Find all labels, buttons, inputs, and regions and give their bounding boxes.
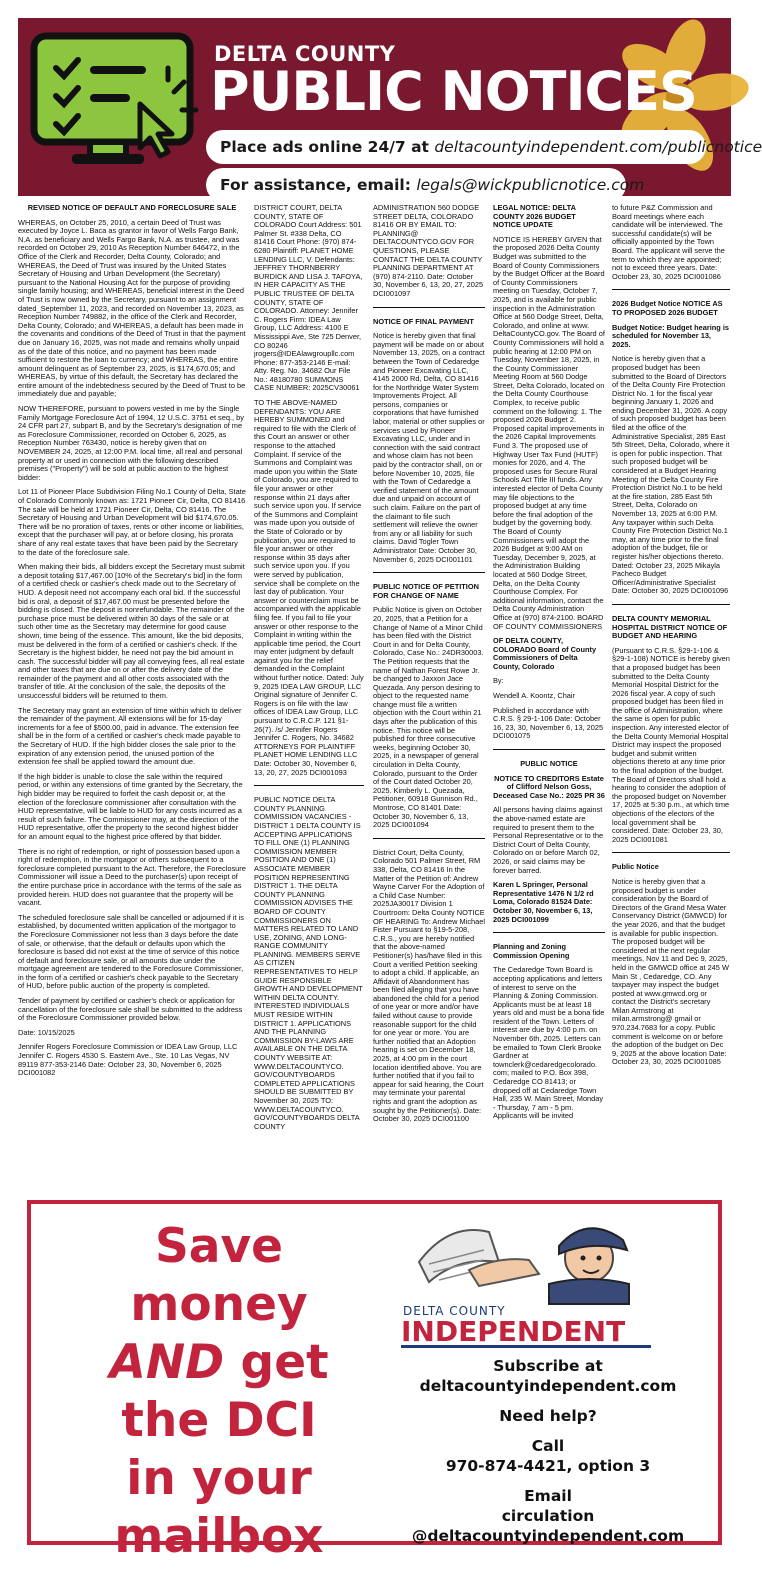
budget-notice-body: NOTICE IS HEREBY GIVEN that the proposed 2026 Delta County Budget was submitted to the Board of County Commissioners by the Budget Officer at the Board of County Commissioners meeting on Tuesday, October 7, 2025, and is available for public inspection in the Administration Office at 560 Dodge Street, Delta, Colorado, and online at www. DeltaCountyCO.gov. The Board of County Commissioners will hold a public hearing at 12:00 PM on Tuesday, November 18, 2025, in the County Commissioner Meeting Room at 560 Dodge Street, Delta Colorado, located on the Delta County Courthouse Complex, to receive public comment on the following: 1. The proposed 2026 Budget 2. Proposed capital improvements in the 2026 Capital Improvements Fund 3. The proposed use of Highway User Tax Fund (HUTF) monies for 2026, and 4. The proposed uses for Secure Rural Schools Act Title III funds. Any interested elector of Delta County may file objections to the proposed budget at any time before the final adoption of the budget by the governing body. The Board of County Commissioners will adopt the 2026 Budget at 9:00 AM on Tuesday, December 9, 2025, at the Administration Building located at 560 Dodge Street, Delta, on the Delta County Courthouse Complex. For additional information, contact the Delta County Administration Office at (970) 874-2100. BOARD OF COUNTY COMMISSIONERS xyxy=(493,234,605,631)
foreclosure-paragraph: If the high bidder is unable to close the sale within the required period, or within any extensions of time granted by the Secretary, the high bidder may be required to forfeit the cash deposit or, at the election of the foreclosure commissioner after consultation with the HUD representative, will be liable to HUD for any costs incurred as a result of such failure. The Commissioner may, at the direction of the HUD representative, offer the property to the second highest bidder for an amount equal to the highest price offered by that bidder. xyxy=(18,771,243,841)
call-number-link[interactable]: 970-874-4421, option 3 xyxy=(445,1457,651,1475)
notice-divider xyxy=(493,932,605,933)
hospital-budget-heading: DELTA COUNTY MEMORIAL HOSPITAL DISTRICT NOTICE OF BUDGET AND HEARING xyxy=(612,613,728,641)
foreclosure-signature: Jennifer Rogers Foreclosure Commission or IDEA Law Group, LLC Jennifer C. Rogers 4530 S. Eastern Ave., Ste. 10 Las Vegas, NV 89119 877-353-2146 Date: October 23, 30, November 6, 2025 DCI001082 xyxy=(18,1042,238,1078)
notice-divider xyxy=(612,852,730,853)
personal-representative: Karen L Springer, Personal Representative 1476 N 1/2 rd Loma, Colorado 81524 Date: October 30, November 6, 13, 2025 DCI001099 xyxy=(493,880,594,924)
fire-budget-body: Notice is hereby given that a proposed budget has been submitted to the Board of Directors of the Delta County Fire Protection District No. 1 for the fiscal year beginning January 1, 2026 and ending December 31, 2026. A copy of such proposed budget has been filed at the office of the Administrative Specialist, 285 East 5th Street, Delta, Colorado, where it is open for public inspection. That such proposed budget will be considered at a Budget Hearing Meeting of the Delta County Fire Protection District No.1 to be held at the fire station, 285 East 5th Street, Delta, Colorado on November 13, 2025 at 6:00 P.M. Any taxpayer within such Delta County Fire Protection District No.1 may, at any time prior to the final adoption of the budget, file or register his/her objections thereto. Dated: October 23, 2025 Mikayla Pacheco Budget Officer/Administrative Specialist Date: October 30, 2025 DCI001096 xyxy=(612,354,730,596)
save-money-headline: Save money AND get the DCI in your mailbox xyxy=(109,1219,329,1564)
final-payment-heading: NOTICE OF FINAL PAYMENT xyxy=(373,316,474,326)
assist-email-link[interactable]: legals@wickpublicnotice.com xyxy=(416,176,645,194)
name-change-heading: PUBLIC NOTICE OF PETITION FOR CHANGE OF NAME xyxy=(373,582,479,600)
subscribe-label: Subscribe at xyxy=(493,1357,603,1375)
zoning-opening-heading: Planning and Zoning Commission Opening xyxy=(493,942,570,960)
email-label: Email xyxy=(524,1487,572,1505)
water-district-heading: Public Notice xyxy=(612,862,659,872)
notice-divider xyxy=(373,838,485,839)
foreclosure-paragraph: WHEREAS, on October 25, 2010, a certain Deed of Trust was executed by Joyce L. Baca as grantor in favor of Wells Fargo Bank, N.A. as beneficiary and Wells Fargo Bank, N.A. as trustee, and was recorded on October 29, 2010 As Reception Number 646472, in the Office of the Clerk and Recorder, Delta County, Colorado; and WHEREAS, the Deed of Trust was insured by the United States Secretary of Housing and Urban Development (the Secretary) pursuant to the National Housing Act for the purpose of providing single family housing; and WHEREAS, beneficial interest in the Deed of Trust is now owned by the Secretary, pursuant to an assignment dated_September 11, 2023, and recorded on November 13, 2023, as Reception Number 749882, in the office of the Clerk and Recorder, Delta County, Colorado; and WHEREAS, a default has been made in the covenants and conditions of the Deed of Trust in that the payment due on January 16, 2025, was not made and remains wholly unpaid as of the date of this notice, and no payment has been made sufficient to restore the loan to currency; and WHEREAS, the entire amount delinquent as of September 23, 2025, is $174,670.05; and WHEREAS, by virtue of this default, the Secretary has declared the entire amount of the indebtedness secured by the Deed of Trust to be immediately due and payable; xyxy=(18,217,246,399)
fire-budget-subheading: Budget Notice: Budget hearing is scheduled for November 13, 2025. xyxy=(612,322,730,349)
assistance-pill xyxy=(206,168,645,202)
chair-signature: Wendell A. Koontz, Chair xyxy=(493,691,576,701)
planning-commission-notice: PUBLIC NOTICE DELTA COUNTY PLANNING COMMISSION VACANCIES - DISTRICT 1 DELTA COUNTY IS ACCEPTING APPLICATIONS TO FILL ONE (1) PLANNING COMMISSION MEMBER POSITION AND ONE (1) ASSOCIATE MEMBER POSITION REPRESENTING DISTRICT 1. THE DELTA COUNTY PLANNING COMMISSION ADVISES THE BOARD OF COUNTY COMMISSIONERS ON MATTERS RELATED TO LAND USE, ZONING, AND LONG-RANGE COMMUNITY PLANNING. MEMBERS SERVE AS CITIZEN REPRESENTATIVES TO HELP GUIDE RESPONSIBLE GROWTH AND DEVELOPMENT WITHIN DELTA COUNTY. INTERESTED INDIVIDUALS MUST RESIDE WITHIN DISTRICT 1. APPLICATIONS AND THE PLANNING COMMISSION BY-LAWS ARE AVAILABLE ON THE DELTA COUNTY WEBSITE AT: WWW.DELTACOUNTYCO. GOV/COUNTYBOARDS COMPLETED APPLICATIONS SHOULD BE SUBMITTED BY November 30, 2025 TO: WWW.DELTACOUNTYCO. GOV/COUNTYBOARDS DELTA COUNTY xyxy=(254,795,363,1131)
adoption-notice: District Court, Delta County, Colorado 501 Palmer Street, RM 338, Delta, CO 81416 In the Matter of the Petition of: Andrew Wayne Carver For the Adoption of a Child Case Number: 2025JA30017 Division 1 Courtroom: Delta County NOTICE OF HEARING To: Andrew Michael Fister Pursuant to §19-5-208, C.R.S., you are hereby notified that the above-named Petitioner(s) has/have filed in this Court a verified Petition seeking to adopt a child. If applicable, an Affidavit of Abandonment has been filed alleging that you have abandoned the child for a period of one year or more and/or have failed without cause to provide reasonable support for the child for one year or more. You are further notified that an Adoption hearing is set on December 18, 2025, at 4:00 pm in the court location identified above. You are further notified that if you fail to appear for said hearing, the Court may terminate your parental rights and grant the adoption as sought by the Petitioner(s). Date: October 30, 2025 DCI001100 xyxy=(373,847,485,1124)
budget-publication-dates: Published in accordance with C.R.S. § 29-1-106 Date: October 16, 23, 30, November 6, 13, 2025 DCI001075 xyxy=(493,705,604,741)
column-1 xyxy=(18,204,246,1194)
online-prefix: Place ads online 24/7 at xyxy=(220,138,435,156)
notice-divider xyxy=(373,572,485,573)
zoning-opening-continued: to future P&Z Commission and Board meetings where each candidate will be interviewed. The successful candidate(s) will be officially appointed by the Town Board. The applicant will serve the term to which they are appointed; not to exceed three years. Date: October 23, 30, 2025 DCI001086 xyxy=(612,203,725,281)
column-5 xyxy=(612,204,730,1194)
subscribe-url-link[interactable]: deltacountyindependent.com xyxy=(419,1377,677,1395)
email-address-link[interactable]: @deltacountyindependent.com xyxy=(411,1527,685,1545)
foreclosure-date: Date: 10/15/2025 xyxy=(18,1027,75,1037)
column-3 xyxy=(373,204,485,1194)
budget-notice-heading: LEGAL NOTICE: DELTA COUNTY 2026 BUDGET NOTICE UPDATE xyxy=(493,203,576,230)
notice-divider xyxy=(373,307,485,308)
notice-divider xyxy=(612,604,730,605)
hospital-budget-body: (Pursuant to C.R.S. §29-1-106 & §29-1-108) NOTICE is hereby given that a proposed budget has been submitted to the Delta County Memorial Hospital District for the 2026 fiscal year. A copy of such proposed budget has been filed in the office of Administration, where the same is open for public inspection. Any interested elector of the Delta County Memorial Hospital District may inspect the proposed budget and submit written objections thereto at any time prior to the final adoption of the budget. The Board of Directors shall hold a hearing to consider the adoption of the proposed budget on November 17, 2025 at 5:30 p.m., at which time objections of the electors of the local government shall be considered. Date: October 23, 30, 2025 DCI001081 xyxy=(612,645,730,844)
online-url-link[interactable]: deltacountyindependent.com/publicnotice xyxy=(434,138,762,156)
header-county: DELTA COUNTY xyxy=(214,42,396,66)
foreclosure-paragraph: When making their bids, all bidders except the Secretary must submit a deposit totaling $17,467.00 [10% of the Secretary's bid] in the form of a certified check or cashier's check made out to the Secretary of HUD. A deposit need not accompany each oral bid. If the successful bid is oral, a deposit of $17,467.00 must be presented before the bidding is closed. The deposit is nonrefundable. The remainder of the purchase price must be delivered within 30 days of the sale or at such other time as the Secretary may determine for good cause shown, time being of the essence. This amount, like the bid deposits, must be delivered in the form of a certified or cashier's check. If the Secretary is the highest bidder, he need not pay the bid amount in cash. The successful bidder will pay all conveying fees, all real estate and other taxes that are due on or after the delivery date of the remainder of the payment and all other costs associated with the transfer of title. At the conclusion of the sale, the deposits of the unsuccessful bidders will be returned to them. xyxy=(18,562,245,701)
subscription-ad[interactable] xyxy=(27,1200,722,1564)
help-label: Need help? xyxy=(499,1407,597,1425)
water-district-body: Notice is hereby given that a proposed budget is under consideration by the Board of Directors of the Grand Mesa Water Conservancy District (GMWCD) for the year 2026, and that the budget is available for public inspection. The proposed budget will be considered at the next regular meetings, Nov 11 and Dec 9, 2025, held in the GMWCD office at 245 W Main St , Cedaredge, CO. Any taxpayer may inspect the budget posted at www.gmwcd.org or contact the District's secretary Milan Armstrong at milan.armstrong@ gmail or 970.234.7683 for a copy. Public comment is welcome on or before the adoption of the budget on Dec 9, 2025 at the above location Date: October 23, 30, 2025 DCI001085 xyxy=(612,876,729,1067)
independent-logo: INDEPENDENT xyxy=(401,1316,651,1348)
creditors-notice-body: All persons having claims against the above-named estate are required to present them to the Personal Representative or to the District Court of Delta County, Colorado on or before March 02, 2026, or said claims may be forever barred. xyxy=(493,805,604,875)
summons-body: TO THE ABOVE-NAMED DEFENDANTS: YOU ARE HEREBY SUMMONED and required to file with the Clerk of this Court an answer or other response to the attached Complaint. If service of the Summons and Complaint was made upon you within the State of Colorado, you are required to file your answer or other response within 21 days after such service upon you. If service of the Summons and Complaint was made upon you outside of the State of Colorado or by publication, you are required to file your answer or other response within 35 days after such service upon you. If you were served by publication, service shall be complete on the last day of publication. Your answer or counterclaim must be accompanied with the applicable filing fee. If you fail to file your answer or other response to the Complaint in writing within the applicable time period, the Court may enter judgment by default against you for the relief demanded in the Complaint without further notice. Dated: July 9, 2025 IDEA LAW GROUP, LLC Original signature of Jennifer C. Rogers is on file with the law offices of IDEA Law Group, LLC pursuant to C.R.C.P. 121 §1-26(7). /s/ Jennifer Rogers Jennifer C. Rogers, No. 34682 ATTORNEYS FOR PLAINTIFF PLANET HOME LENDING LLC Date: October 30, November 6, 13, 20, 27, 2025 DCI001093 xyxy=(254,398,364,777)
subscribe-info xyxy=(383,1356,713,1556)
notice-divider xyxy=(254,785,364,786)
board-signature-block: OF DELTA COUNTY, COLORADO Board of County Commissioners of Delta County, Colorado xyxy=(493,636,597,671)
call-label: Call xyxy=(531,1437,565,1455)
logo-county-text: DELTA COUNTY xyxy=(403,1304,506,1318)
newsboy-illustration-icon xyxy=(399,1212,649,1304)
foreclosure-paragraph: The scheduled foreclosure sale shall be cancelled or adjourned if it is established, by documented written application of the mortgagor to the Foreclosure Commissioner not less than 3 days before the date of sale, or otherwise, that the default or defaults upon which the foreclosure is based did not exist at the time of service of this notice of default and foreclosure sale, or all amounts due under the mortgage agreement are tendered to the Foreclosure Commissioner, in the form of a certified or cashier's check payable to the Secretary of HUD, before public auction of the property is completed. xyxy=(18,912,244,991)
foreclosure-notice-heading: REVISED NOTICE OF DEFAULT AND FORECLOSURE SALE xyxy=(27,203,237,212)
zoning-opening-body: The Cedaredge Town Board is accepting applications and letters of interest to serve on the Planning & Zoning Commission. Applicants must be at least 18 years old and must be a bona fide resident of the Town. Letters of interest are due by 4:00 p.m. on November 6th, 2025. Letters can be emailed to Town Clerk Brooke Gardner at townclerk@cedaredgecolorado. com; mailed to P.O. Box 398, Cedaredge CO 81413; or dropped off at Cedaredge Town Hall, 235 W. Main Street, Monday - Thursday, 7 am - 5 pm. Applicants will be invited xyxy=(493,965,605,1121)
computer-checklist-icon xyxy=(28,30,206,170)
column-4 xyxy=(493,204,605,1194)
name-change-body: Public Notice is given on October 20, 2025, that a Petition for a Change of Name of a Minor Child has been filed with the District Court in and for Delta County, Colorado, Case No.: 24DR30003. The Petition requests that the name of Nathan Forest Rowe Jr. be changed to Jaxxon Jace Quezada. Any person desiring to object to the requested name change must file a written objection with the Court within 21 days after the publication of this notice. This notice will be published for three consecutive weeks, beginning October 30, 2025, in a newspaper of general circulation in Delta County, Colorado, pursuant to the Order of the Court dated October 20, 2025. Kimberly L. Quezada, Petitioner, 60918 Gunnison Rd., Montrose, CO 81401 Date: October 30, November 6, 13, 2025 DCI001094 xyxy=(373,605,484,830)
header-banner xyxy=(18,18,762,196)
public-notice-heading: PUBLIC NOTICE xyxy=(520,759,578,769)
final-payment-body: Notice is hereby given that final payment will be made on or about November 13, 2025, on a contract between the Town of Cedaredge and Pioneer Excavating LLC, 4145 2000 Rd, Delta, CO 81416 for the Northridge Water System Improvements Project. All persons, companies or corporations that have furnished labor, material or other supplies or services used by Pioneer Excavating LLC, under and in connection with the said contract and whose claim has not been paid by the contractor shall, on or before November 10, 2025, file with the Town of Cedaredge a verified statement of the amount due and unpaid on account of such claim. Failure on the part of the claimant to file such settlement will relieve the owner from any or all liability for such claims. David Togler Town Administrator Date: October 30, November 6, 2025 DCI001101 xyxy=(373,331,485,564)
foreclosure-paragraph: The Secretary may grant an extension of time within which to deliver the remainder of the payment. All extensions will be for 15-day increments for a fee of $500.00, paid in advance. The extension fee shall be in the form of a certified or cashier's check made payable to the Secretary of HUD. If the high bidder closes the sale prior to the expiration of any extension period, the unused portion of the extension fee shall be applied toward the amount due. xyxy=(18,705,242,767)
fire-budget-heading: 2026 Budget Notice NOTICE AS TO PROPOSED 2026 BUDGET xyxy=(612,299,723,317)
online-ads-pill xyxy=(206,130,762,164)
header-title: PUBLIC NOTICES xyxy=(210,60,697,123)
summons-caption: DISTRICT COURT, DELTA COUNTY, STATE OF COLORADO Court Address: 501 Palmer St. #338 Delta, CO 81416 Court Phone: (970) 874-6280 Plaintiff: PLANET HOME LENDING LLC, V. Defendants: JEFFREY THORNBERRY BURDICK AND LISA J. TAFOYA, IN HER CAPACITY AS THE PUBLIC TRUSTEE OF DELTA COUNTY, STATE OF COLORADO. Attorney: Jennifer C. Rogers Firm: IDEA Law Group, LLC Address: 4100 E Mississippi Ave, Ste 725 Denver, CO 80246 jrogers@IDEAlawgroupllc.com Phone: 877-353-2146 E-mail: Atty. Reg. No. 34682 Our File No.: 48180780 SUMMONS CASE NUMBER: 2025CV30061 xyxy=(254,203,363,393)
creditors-notice-heading: NOTICE TO CREDITORS Estate of Clifford Nelson Goss, Deceased Case No.: 2025 PR 36 xyxy=(493,773,605,800)
notice-divider xyxy=(612,289,730,290)
assist-prefix: For assistance, email: xyxy=(220,176,417,194)
planning-commission-continued: ADMINISTRATION 560 DODGE STREET DELTA, COLORADO 81416 OR BY EMAIL TO: PLANNING@ DELTACOUNTYCO.GOV FOR QUESTIONS, PLEASE CONTACT THE DELTA COUNTY PLANNING DEPARTMENT AT (970) 874-2110. Date: October 30, November 6, 13, 20, 27, 2025 DCI001097 xyxy=(373,203,484,298)
column-2 xyxy=(254,204,364,1194)
by-label: By: xyxy=(493,676,504,686)
foreclosure-paragraph: Lot 11 of Pioneer Place Subdivision Filing No.1 County of Delta, State of Colorado Commonly known as: 1721 Pioneer Cir, Delta, CO 81416 The sale will be held at 1721 Pioneer Cir, Delta, CO 81416. The Secretary of Housing and Urban Development will bid $174,670.05. There will be no proration of taxes, rents or other income or liabilities, except that the purchaser will pay, at or before closing, his prorata share of any real estate taxes that have been paid by the Secretary to the date of the foreclosure sale. xyxy=(18,487,246,557)
foreclosure-paragraph: NOW THEREFORE, pursuant to powers vested in me by the Single Family Mortgage Foreclosure Act of 1994, 12 U.S.C. 3751 et seq., by 24 CFR part 27, subpart B, and by the Secretary's designation of me as Foreclosure Commissioner, recorded on October 6, 2025, as Reception Number 763430, notice is hereby given that on NOVEMBER 24, 2025, at 12:00 P.M. local time, all real and personal property at or used in connection with the following described premises ("Property") will be sold at public auction to the highest bidder: xyxy=(18,404,244,482)
foreclosure-paragraph: There is no right of redemption, or right of possession based upon a right of redemption, in the mortgagor or others subsequent to a foreclosure completed pursuant to the Act. Therefore, the Foreclosure Commissioner will issue a Deed to the purchaser(s) upon receipt of the entire purchase price in accordance with the terms of the sale as provided herein. HUD does not guarantee that the property will be vacant. xyxy=(18,846,246,908)
foreclosure-paragraph: Tender of payment by certified or cashier's check or application for cancellation of the foreclosure sale shall be submitted to the address of the Foreclosure Commissioner provided below. xyxy=(18,996,243,1023)
notice-divider xyxy=(493,749,605,750)
email-target[interactable]: circulation xyxy=(501,1507,595,1525)
